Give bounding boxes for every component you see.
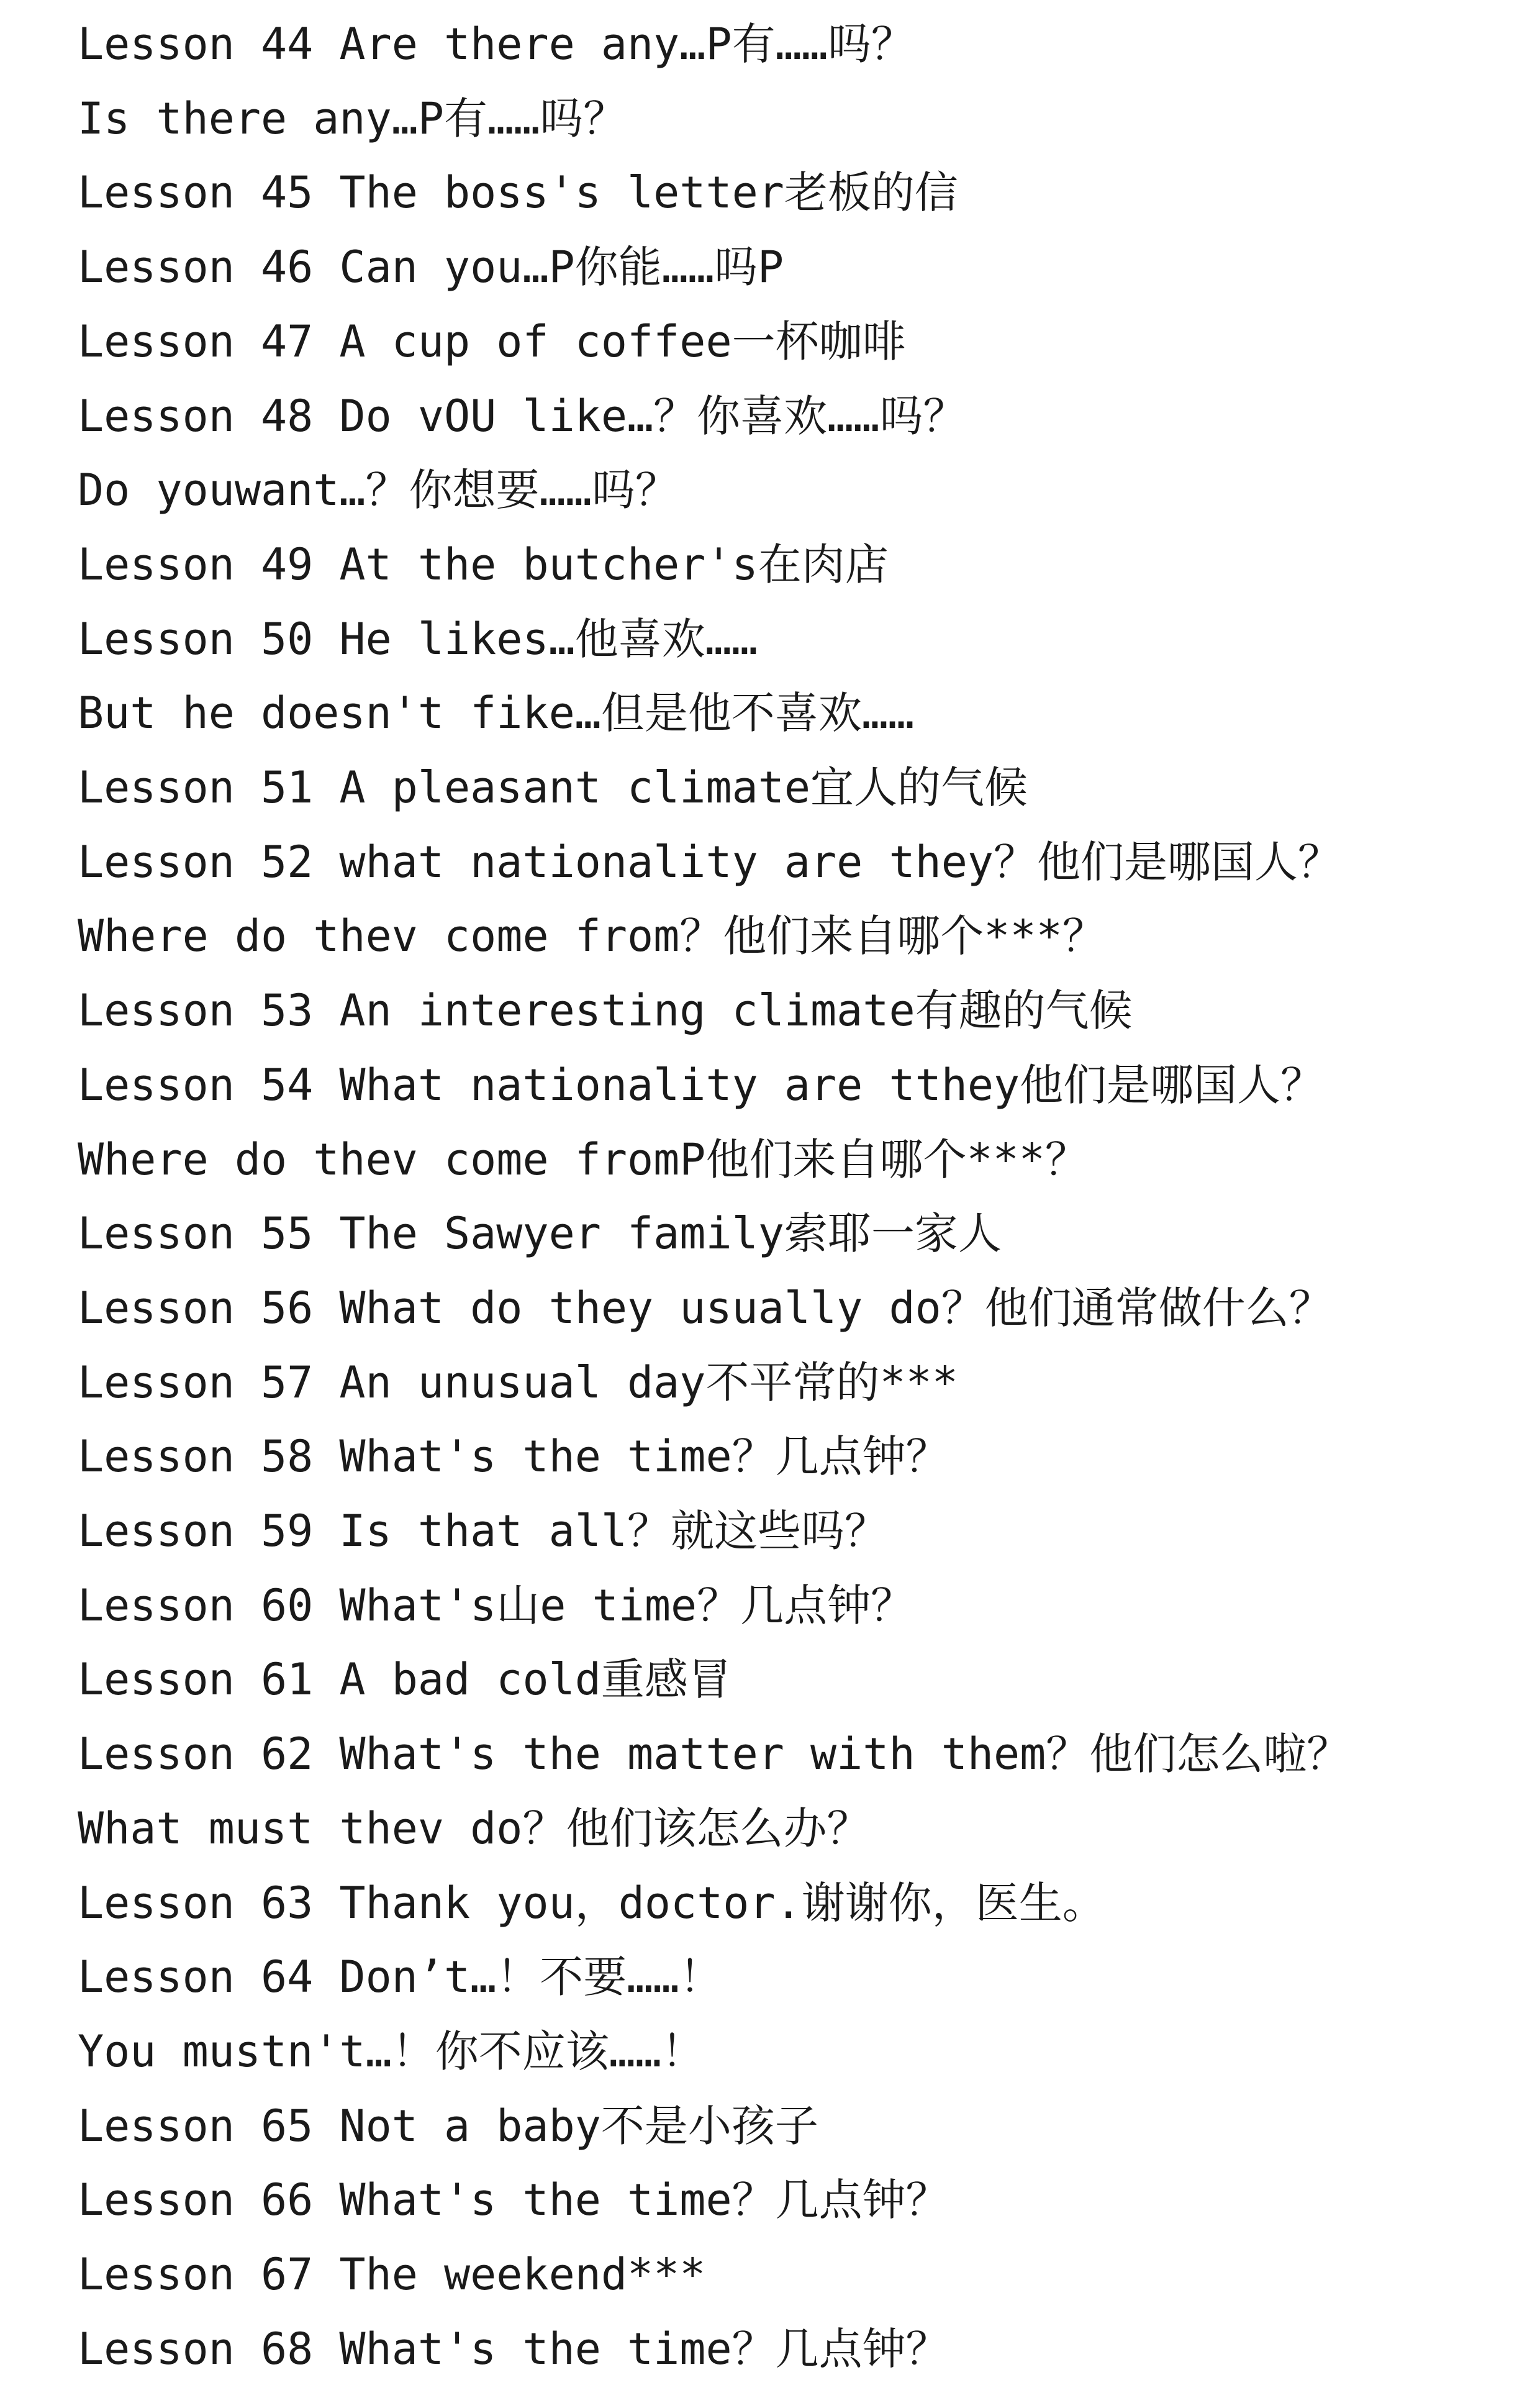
text-line: Lesson 65 Not a baby不是小孩子 (78, 2100, 818, 2151)
text-line: Lesson 49 At the butcher's在肉店 (78, 538, 889, 590)
text-line: Lesson 56 What do they usually do？他们通常做什么？ (78, 1282, 1333, 1333)
text-line: Lesson 61 A bad cold重感冒 (78, 1654, 732, 1706)
text-line: Lesson 59 Is that all？就这些吗？ (78, 1506, 889, 1556)
text-line: Lesson 46 Can you…P你能……吗P (78, 242, 784, 293)
text-line: Lesson 64 Don’t…！不要……！ (78, 1951, 723, 2003)
text-line: Lesson 50 He likes…他喜欢…… (78, 613, 758, 665)
text-line: Lesson 55 The Sawyer family索耶一家人 (78, 1208, 1002, 1260)
text-line: Lesson 62 What's the matter with them？他们怎么啦？ (78, 1729, 1351, 1780)
text-line: Lesson 57 An unusual day不平常的*** (78, 1356, 958, 1408)
text-line: Lesson 44 Are there any…P有……吗？ (78, 19, 915, 70)
text-line: What must thev do？他们该怎么办？ (78, 1802, 871, 1854)
text-line: Lesson 53 An interesting climate有趣的气候 (78, 985, 1133, 1037)
text-line: Lesson 51 A pleasant climate宜人的气候 (78, 762, 1028, 813)
text-line: Lesson 48 Do vOU like…？你喜欢……吗？ (78, 390, 967, 442)
text-line: Lesson 68 What's the time？几点钟？ (78, 2323, 949, 2374)
text-line: Lesson 60 What's山e time？几点钟？ (78, 1579, 915, 1631)
text-line: Is there any…P有……吗？ (78, 93, 627, 144)
text-line: Lesson 45 The boss's letter老板的信 (78, 167, 958, 219)
text-line: Lesson 52 what nationality are they？他们是哪国人？ (78, 836, 1342, 888)
text-line: Where do thev come fromP他们来自哪个***？ (78, 1133, 1089, 1185)
text-line: Lesson 63 Thank you，doctor.谢谢你，医生。 (78, 1877, 1106, 1928)
text-line: Lesson 54 What nationality are tthey他们是哪国人？ (78, 1059, 1325, 1111)
text-line: Where do thev come from？他们来自哪个***？ (78, 911, 1106, 962)
text-line: Lesson 66 What's the time？几点钟？ (78, 2174, 949, 2226)
text-line: Lesson 58 What's the time？几点钟？ (78, 1431, 949, 1483)
text-line: Lesson 47 A cup of coffee一杯咖啡 (78, 316, 906, 367)
text-line: You mustn't…！你不应该……！ (78, 2025, 705, 2077)
text-line: Lesson 67 The weekend*** (78, 2249, 706, 2300)
text-line: Do youwant…？你想要……吗？ (78, 465, 679, 516)
text-line: But he doesn't fike…但是他不喜欢…… (78, 688, 915, 739)
